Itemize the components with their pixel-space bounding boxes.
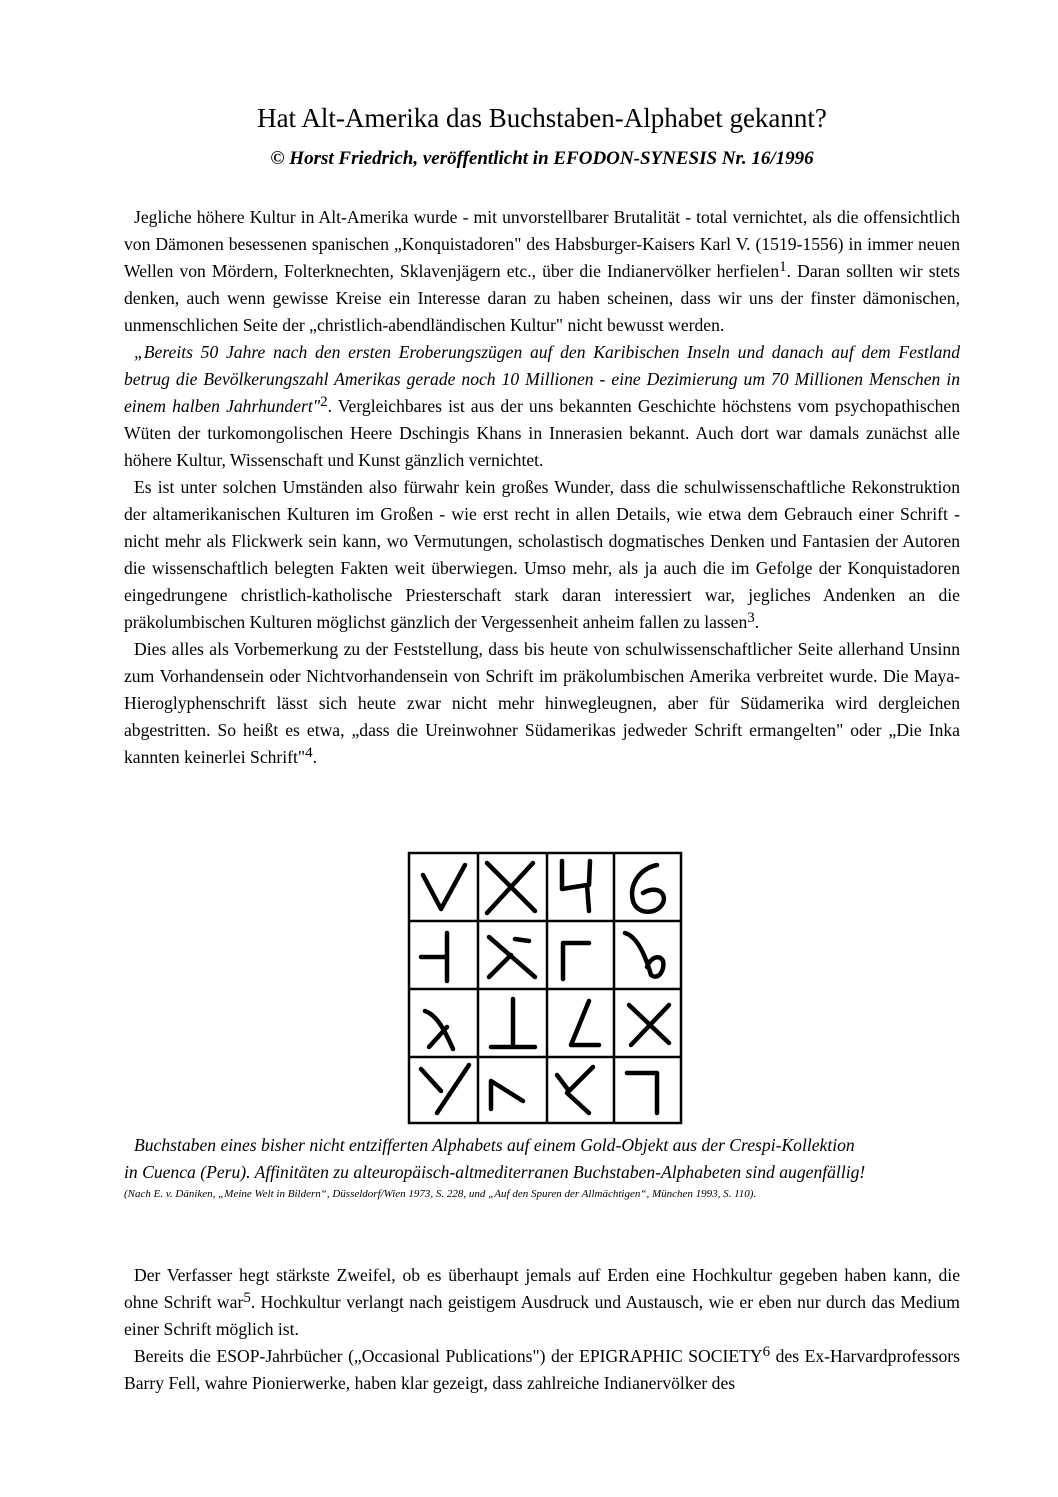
footnote-ref-3[interactable]: 3	[747, 610, 755, 626]
footnote-ref-2[interactable]: 2	[320, 394, 328, 410]
body-section-2	[124, 1262, 960, 1397]
glyph-l-icon	[571, 1001, 599, 1045]
figure-caption: Buchstaben eines bisher nicht entzifferten Alphabets auf einem Gold-Objekt aus der Crespi-Kollektion in Cuenca (Peru). Affinitäten zu alteuropäisch-altmediterranen Buchstaben-Alphabeten sind augenfällig!	[124, 1135, 866, 1182]
glyph-angle-icon	[491, 1081, 523, 1109]
glyph-lambda-icon	[425, 1011, 453, 1049]
glyph-4-icon	[562, 861, 590, 911]
footnote-ref-4[interactable]: 4	[305, 745, 313, 761]
paragraph-5: Der Verfasser hegt stärkste Zweifel, ob es überhaupt jemals auf Erden eine Hochkultur gegeben haben kann, die ohne Schrift war$^5$. Hochkultur verlangt nach geistigem Ausdruck und Austausch, wie er eben nur durch das Medium einer Schrift möglich ist.	[124, 1265, 960, 1339]
quote: „Bereits 50 Jahre nach den ersten Eroberungszügen auf den Karibischen Inseln und danach auf dem Festland betrug die Bevölkerungszahl Amerikas gerade noch 10 Millionen - eine Dezimierung um 70 Millionen Menschen in einem halben Jahrhundert"	[124, 342, 960, 416]
glyph-x-icon	[487, 863, 535, 913]
paragraph-1: Jegliche höhere Kultur in Alt-Amerika wurde - mit unvorstellbarer Brutalität - total vernichtet, als die offensichtlich von Dämonen besessenen spanischen „Konquistadoren" des Habsburger-Kaisers Karl V. (1519-1556) in immer neuen Wellen von Mördern, Folterknechten, Sklavenjägern etc., über die Indianervölker herfielen$^1$. Daran sollten wir stets denken, auch wenn gewisse Kreise ein Interesse daran zu haben scheinen, dass wir uns der finster dämonischen, unmenschlichen Seite der „christlich-abendländischen Kultur" nicht bewusst werden.	[124, 207, 960, 335]
paragraph-3: Es ist unter solchen Umständen also fürwahr kein großes Wunder, dass die schulwissenschaftliche Rekonstruktion der altamerikanischen Kulturen im Großen - wie erst recht in allen Details, wie etwa dem Gebrauch einer Schrift - nicht mehr als Flickwerk sein kann, wo Vermutungen, scholastisch dogmatisches Denken und Fantasien der Autoren die wissenschaftlich belegten Fakten weit überwiegen. Umso mehr, als ja auch die im Gefolge der Konquistadoren eingedrungene christlich-katholische Priesterschaft stark daran interessiert war, jegliches Andenken an die präkolumbischen Kulturen möglichst gänzlich der Vergessenheit anheim fallen zu lassen$^3$.	[124, 477, 960, 632]
glyph-6-reversed-icon	[625, 933, 663, 977]
glyph-6-icon	[632, 865, 664, 912]
paragraph-2: „Bereits 50 Jahre nach den ersten Eroberungszügen auf den Karibischen Inseln und danach auf dem Festland betrug die Bevölkerungszahl Amerikas gerade noch 10 Millionen - eine Dezimierung um 70 Millionen Menschen in einem halben Jahrhundert"$^2$. Vergleichbares ist aus der uns bekannten Geschichte höchstens vom psychopathischen Wüten der turkomongolischen Heere Dschingis Khans in Innerasien bekannt. Auch dort war damals zunächst alle höhere Kultur, Wissenschaft und Kunst gänzlich vernichtet.	[124, 342, 960, 470]
glyph-y-rotated-icon	[557, 1067, 593, 1113]
paragraph-4: Dies alles als Vorbemerkung zu der Feststellung, dass bis heute von schulwissenschaftlicher Seite allerhand Unsinn zum Vorhandensein oder Nichtvorhandensein von Schrift im präkolumbischen Amerika verbreitet wurde. Die Maya-Hieroglyphenschrift lässt sich heute zwar nicht mehr hinwegleugnen, aber für Südamerika wird dergleichen abgestritten. So heißt es etwa, „dass die Ureinwohner Südamerikas jedweder Schrift ermangelten" oder „Die Inka kannten keinerlei Schrift"$^4$.	[124, 639, 960, 767]
footnote-ref-6[interactable]: 6	[762, 1344, 771, 1360]
glyph-inverted-t-icon	[491, 999, 535, 1047]
footnote-ref-1[interactable]: 1	[779, 259, 787, 275]
glyph-x-second-icon	[629, 1005, 669, 1045]
article-title: Hat Alt-Amerika das Buchstaben-Alphabet gekannt?	[257, 103, 827, 133]
glyph-gamma-icon	[563, 943, 589, 979]
body-section-1	[124, 204, 960, 771]
glyph-k-icon	[489, 937, 535, 977]
alphabet-grid	[407, 851, 683, 1125]
glyph-v-icon	[423, 865, 465, 909]
alphabet-figure	[407, 851, 683, 1125]
glyph-dash-stroke-icon	[421, 933, 447, 981]
glyph-seven-icon	[627, 1073, 657, 1113]
paragraph-6: Bereits die ESOP-Jahrbücher („Occasional Publications") der EPIGRAPHIC SOCIETY$^6$ des Ex-Harvardprofessors Barry Fell, wahre Pionierwerke, haben klar gezeigt, dass zahlreiche Indianervölker des	[124, 1344, 960, 1393]
footnote-ref-5[interactable]: 5	[243, 1290, 251, 1306]
article-byline: © Horst Friedrich, veröffentlicht in EFODON-SYNESIS Nr. 16/1996	[270, 148, 814, 169]
figure-source: (Nach E. v. Däniken, „Meine Welt in Bildern“, Düsseldorf/Wien 1973, S. 228, und „Auf den Spuren der Allmächtigen“, München 1993, S. 110).	[124, 1188, 757, 1200]
glyph-y-icon	[421, 1065, 469, 1113]
